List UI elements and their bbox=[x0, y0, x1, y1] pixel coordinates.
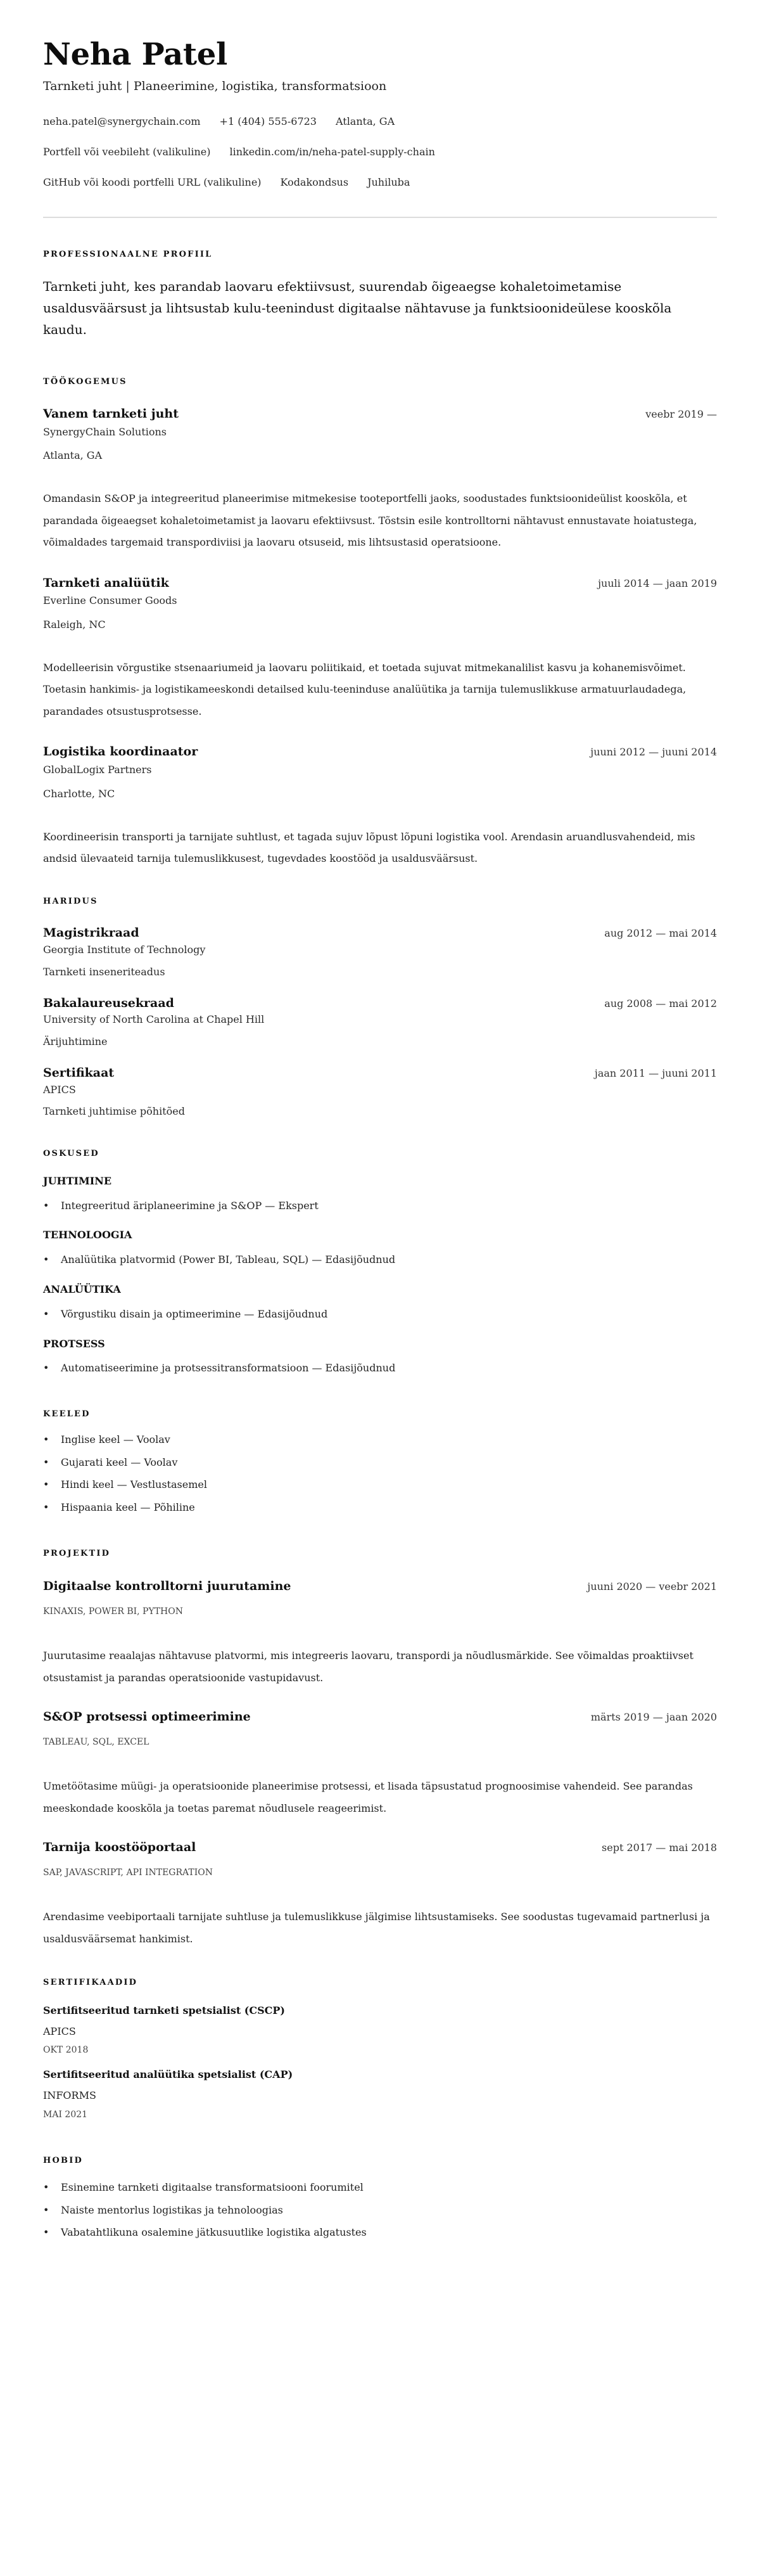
job-title: Logistika koordinaator bbox=[43, 745, 198, 759]
education-entry bbox=[43, 925, 717, 978]
contact-row-2 bbox=[43, 146, 717, 159]
skill-group bbox=[43, 1229, 717, 1267]
skills-section bbox=[43, 1149, 717, 1375]
hobby-item: • Naiste mentorlus logistikas ja tehnoloogias bbox=[43, 2204, 717, 2217]
project-date: juuni 2020 — veebr 2021 bbox=[587, 1580, 717, 1593]
certification-date: MAI 2021 bbox=[43, 2110, 88, 2120]
job-header bbox=[43, 744, 717, 760]
project-title: Tarnija koostööportaal bbox=[43, 1840, 196, 1855]
job-entry bbox=[43, 575, 717, 723]
education-header bbox=[43, 925, 717, 941]
job-description: Koordineerisin transporti ja tarnijate suhtlust, et tagada sujuv lõpust lõpuni logistika vool. Arendasin aruandlusvahendeid, mis andsid ülevaateid tarnija tulemuslikkusest, tugevdades koostööd ja usaldusväärsust. bbox=[43, 830, 695, 865]
portfolio-placeholder: Portfell või veebileht (valikuline) bbox=[43, 146, 211, 158]
project-entry bbox=[43, 1840, 717, 1950]
section-title-projects: PROJEKTID bbox=[43, 1548, 111, 1558]
degree-title: Bakalaureusekraad bbox=[43, 996, 174, 1010]
project-description: Arendasime veebiportaali tarnijate suhtluse ja tulemuslikkuse jälgimise lihtsustamiseks. See soodustas tugevamaid partnerlusi ja usaldusväärsemat hankimist. bbox=[43, 1911, 710, 1945]
field-of-study: Tarnketi juhtimise põhitõed bbox=[43, 1105, 185, 1118]
education-section bbox=[43, 897, 717, 1118]
projects-section bbox=[43, 1549, 717, 1950]
hobby-list bbox=[43, 2181, 717, 2240]
field-of-study: Tarnketi inseneriteadus bbox=[43, 965, 165, 978]
skill-group-title: TEHNOLOOGIA bbox=[43, 1229, 132, 1241]
language-item: • Hindi keel — Vestlustasemel bbox=[43, 1478, 717, 1492]
job-location: Charlotte, NC bbox=[43, 787, 115, 800]
language-item: • Gujarati keel — Voolav bbox=[43, 1456, 717, 1470]
language-item: • Hispaania keel — Põhiline bbox=[43, 1501, 717, 1515]
phone-number: +1 (404) 555-6723 bbox=[219, 115, 317, 128]
skill-groups bbox=[43, 1175, 717, 1375]
project-entry bbox=[43, 1709, 717, 1819]
languages-section bbox=[43, 1409, 717, 1515]
contact-row-1 bbox=[43, 115, 717, 129]
job-date: juuli 2014 — jaan 2019 bbox=[598, 577, 717, 589]
section-title-languages: KEELED bbox=[43, 1409, 91, 1419]
education-date: aug 2012 — mai 2014 bbox=[604, 927, 717, 940]
skill-group-title: JUHTIMINE bbox=[43, 1174, 112, 1187]
project-header bbox=[43, 1579, 717, 1594]
education-entry bbox=[43, 996, 717, 1049]
skill-list bbox=[43, 1253, 717, 1267]
job-header bbox=[43, 575, 717, 591]
skill-group-title: PROTSESS bbox=[43, 1337, 105, 1350]
job-company: Everline Consumer Goods bbox=[43, 594, 177, 607]
skill-item: • Automatiseerimine ja protsessitransformatsioon — Edasijõudnud bbox=[43, 1362, 717, 1375]
section-title-hobbies: HOBID bbox=[43, 2156, 83, 2166]
certification-entry bbox=[43, 2004, 717, 2056]
job-location: Atlanta, GA bbox=[43, 449, 103, 462]
linkedin-link[interactable]: linkedin.com/in/neha-patel-supply-chain bbox=[229, 146, 435, 158]
hobby-item: • Esinemine tarnketi digitaalse transformatsiooni foorumitel bbox=[43, 2181, 717, 2195]
certification-issuer: APICS bbox=[43, 2025, 76, 2037]
skill-group bbox=[43, 1338, 717, 1376]
certification-list bbox=[43, 2004, 717, 2121]
job-description: Modelleerisin võrgustike stsenaariumeid ja laovaru poliitikaid, et toetada sujuvat mitmekanalilist kasvu ja kohanemisvõimet. Toetasin hankimis- ja logistikameeskondi detailsed kulu-teeninduse analüütika ja tarnija tulemuslikkuse armatuurlaudadega, parandades otsustusprotsesse. bbox=[43, 661, 687, 717]
certification-title: Sertifitseeritud analüütika spetsialist (CAP) bbox=[43, 2068, 293, 2081]
skill-list bbox=[43, 1308, 717, 1321]
project-title: S&OP protsessi optimeerimine bbox=[43, 1710, 251, 1724]
drivers-license-text: Juhiluba bbox=[367, 176, 410, 188]
education-entry bbox=[43, 1065, 717, 1118]
field-of-study: Ärijuhtimine bbox=[43, 1035, 108, 1048]
hobbies-section bbox=[43, 2156, 717, 2240]
certification-issuer: INFORMS bbox=[43, 2089, 96, 2102]
education-list bbox=[43, 925, 717, 1118]
project-header bbox=[43, 1709, 717, 1725]
education-date: jaan 2011 — juuni 2011 bbox=[594, 1067, 717, 1079]
job-company: SynergyChain Solutions bbox=[43, 425, 167, 438]
project-description: Juurutasime reaalajas nähtavuse platvormi, mis integreeris laovaru, transpordi ja nõudlusmärkide. See võimaldas proaktiivset otsustamist ja parandas operatsioonide vastupidavust. bbox=[43, 1650, 694, 1684]
hobby-item: • Vabatahtlikuna osalemine jätkusuutlike logistika algatustes bbox=[43, 2226, 717, 2240]
resume-header bbox=[43, 37, 717, 189]
job-date: juuni 2012 — juuni 2014 bbox=[590, 746, 717, 759]
skill-group-title: ANALÜÜTIKA bbox=[43, 1283, 121, 1295]
job-title: Vanem tarnketi juht bbox=[43, 406, 179, 421]
education-date: aug 2008 — mai 2012 bbox=[604, 997, 717, 1009]
github-placeholder: GitHub või koodi portfelli URL (valikuline) bbox=[43, 176, 262, 188]
profile-summary: Tarnketi juht, kes parandab laovaru efektiivsust, suurendab õigeaegse kohaletoimetamise usaldusväärsust ja lihtsustab kulu-teenindust digitaalse nähtavuse ja funktsioonideülese kooskõla kaudu. bbox=[43, 279, 672, 338]
job-location: Raleigh, NC bbox=[43, 618, 106, 631]
degree-title: Magistrikraad bbox=[43, 926, 139, 940]
project-description: Umetöötasime müügi- ja operatsioonide planeerimise protsessi, et lisada täpsustatud prognoosimise vahendeid. See parandas meeskondade kooskõla ja toetas paremat nõudlusele reageerimist. bbox=[43, 1780, 693, 1814]
citizenship-text: Kodakondsus bbox=[280, 176, 349, 188]
education-header bbox=[43, 996, 717, 1011]
education-header bbox=[43, 1065, 717, 1081]
project-tech-tags: KINAXIS, POWER BI, PYTHON bbox=[43, 1606, 183, 1617]
section-title-certifications: SERTIFIKAADID bbox=[43, 1978, 138, 1988]
certification-title: Sertifitseeritud tarnketi spetsialist (CSCP) bbox=[43, 2004, 285, 2016]
section-title-profile: PROFESSIONAALNE PROFIIL bbox=[43, 249, 213, 259]
section-title-experience: TÖÖKOGEMUS bbox=[43, 377, 127, 387]
job-title: Tarnketi analüütik bbox=[43, 575, 169, 590]
job-entry bbox=[43, 744, 717, 869]
skill-list bbox=[43, 1200, 717, 1213]
degree-title: Sertifikaat bbox=[43, 1065, 115, 1080]
section-title-education: HARIDUS bbox=[43, 896, 98, 906]
candidate-tagline: Tarnketi juht | Planeerimine, logistika, transformatsioon bbox=[43, 79, 387, 93]
email-link[interactable]: neha.patel@synergychain.com bbox=[43, 115, 201, 128]
header-divider bbox=[43, 217, 717, 218]
project-header bbox=[43, 1840, 717, 1855]
job-description: Omandasin S&OP ja integreeritud planeerimise mitmekesise tooteportfelli jaoks, soodustades funktsioonideülist kooskõla, et parandada õigeaegset kohaletoimetamist ja laovaru efektiivsust. Tõstsin esile kontrolltorni nähtavust ennustavate hoiatustega, võimaldades targemaid transpordiviisi ja laovaru otsuseid, mis lihtsustasid operatsioone. bbox=[43, 492, 697, 549]
certification-entry bbox=[43, 2068, 717, 2120]
project-date: märts 2019 — jaan 2020 bbox=[590, 1711, 717, 1724]
profile-section bbox=[43, 250, 717, 341]
job-header bbox=[43, 406, 717, 422]
job-date: veebr 2019 — bbox=[645, 407, 717, 420]
school-name: University of North Carolina at Chapel Hill bbox=[43, 1013, 265, 1026]
certification-date: OKT 2018 bbox=[43, 2045, 89, 2056]
experience-section bbox=[43, 377, 717, 869]
job-entry bbox=[43, 406, 717, 554]
school-name: Georgia Institute of Technology bbox=[43, 943, 206, 956]
skill-item: • Integreeritud äriplaneerimine ja S&OP — Ekspert bbox=[43, 1200, 717, 1213]
language-item: • Inglise keel — Voolav bbox=[43, 1433, 717, 1447]
project-date: sept 2017 — mai 2018 bbox=[602, 1842, 717, 1854]
skill-item: • Analüütika platvormid (Power BI, Tableau, SQL) — Edasijõudnud bbox=[43, 1253, 717, 1267]
project-entry bbox=[43, 1579, 717, 1689]
skill-list bbox=[43, 1362, 717, 1375]
certifications-section bbox=[43, 1978, 717, 2120]
skill-item: • Võrgustiku disain ja optimeerimine — Edasijõudnud bbox=[43, 1308, 717, 1321]
section-title-skills: OSKUSED bbox=[43, 1149, 99, 1159]
project-title: Digitaalse kontrolltorni juurutamine bbox=[43, 1579, 291, 1594]
job-company: GlobalLogix Partners bbox=[43, 764, 152, 776]
school-name: APICS bbox=[43, 1083, 76, 1096]
skill-group bbox=[43, 1175, 717, 1213]
project-tech-tags: SAP, JAVASCRIPT, API INTEGRATION bbox=[43, 1867, 213, 1878]
project-tech-tags: TABLEAU, SQL, EXCEL bbox=[43, 1737, 149, 1748]
job-list bbox=[43, 406, 717, 870]
skill-group bbox=[43, 1283, 717, 1321]
project-list bbox=[43, 1579, 717, 1950]
location-text: Atlanta, GA bbox=[335, 115, 395, 128]
candidate-name: Neha Patel bbox=[43, 37, 227, 72]
contact-row-3 bbox=[43, 176, 717, 189]
language-list bbox=[43, 1433, 717, 1515]
